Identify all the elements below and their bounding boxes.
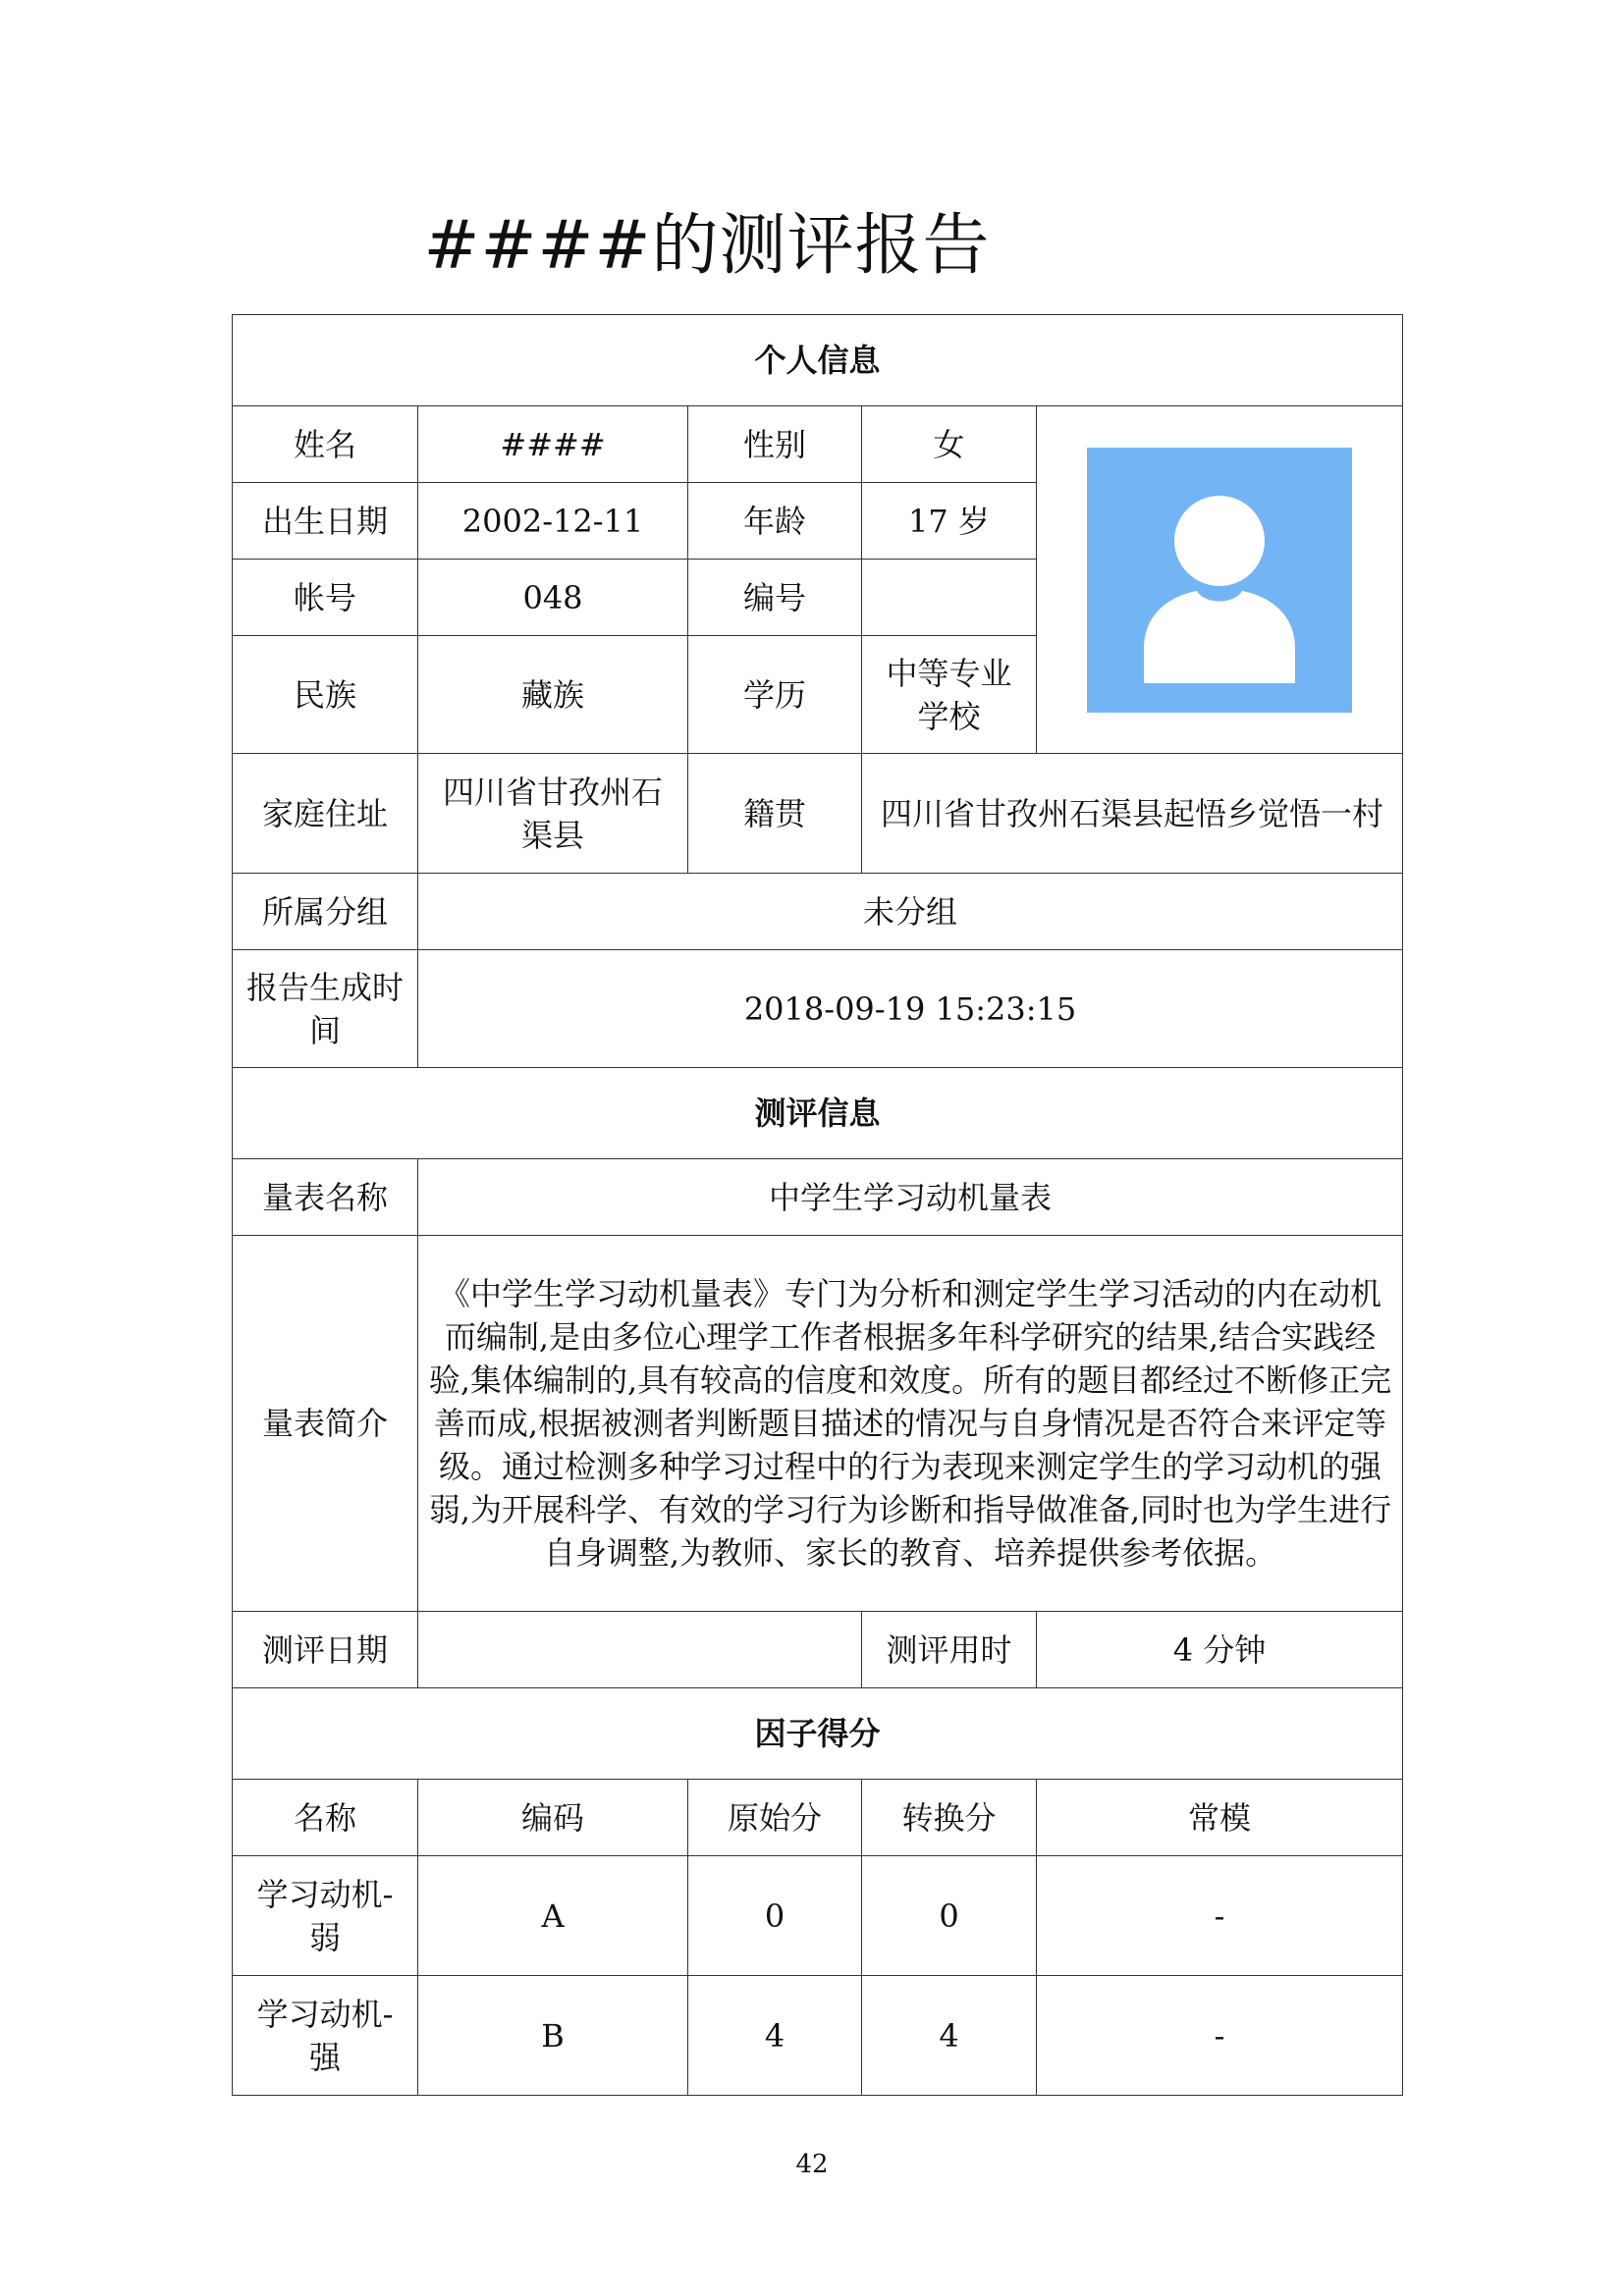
age-value: 17 岁: [862, 483, 1037, 560]
photo-cell: [1037, 406, 1403, 754]
duration-label: 测评用时: [862, 1612, 1037, 1688]
page-title: ####的测评报告: [423, 207, 991, 285]
age-label: 年龄: [688, 483, 862, 560]
address-value: 四川省甘孜州石渠县: [418, 754, 688, 874]
factor-converted-score: 0: [862, 1856, 1037, 1976]
factor-norm: -: [1037, 1856, 1403, 1976]
duration-value: 4 分钟: [1037, 1612, 1403, 1688]
ethnic-label: 民族: [233, 636, 418, 754]
gender-label: 性别: [688, 406, 862, 483]
address-label: 家庭住址: [233, 754, 418, 874]
column-header: 常模: [1037, 1780, 1403, 1856]
group-label: 所属分组: [233, 874, 418, 950]
name-label: 姓名: [233, 406, 418, 483]
birth-value: 2002-12-11: [418, 483, 688, 560]
account-label: 帐号: [233, 560, 418, 636]
assessment-date-value: [418, 1612, 862, 1688]
ethnic-value: 藏族: [418, 636, 688, 754]
page-number: 42: [795, 2150, 829, 2179]
native-place-value: 四川省甘孜州石渠县起悟乡觉悟一村: [862, 754, 1403, 874]
factor-raw-score: 0: [688, 1856, 862, 1976]
factor-norm: -: [1037, 1976, 1403, 2096]
factor-code: A: [418, 1856, 688, 1976]
assessment-date-label: 测评日期: [233, 1612, 418, 1688]
factor-raw-score: 4: [688, 1976, 862, 2096]
scale-name-value: 中学生学习动机量表: [418, 1159, 1403, 1236]
personal-info-heading: 个人信息: [233, 315, 1403, 406]
report-table: [232, 314, 1403, 2096]
group-value: 未分组: [418, 874, 1403, 950]
number-label: 编号: [688, 560, 862, 636]
account-value: 048: [418, 560, 688, 636]
table-row: [233, 1976, 1403, 2096]
column-header: 名称: [233, 1780, 418, 1856]
factor-name: 学习动机-强: [233, 1976, 418, 2096]
scale-name-label: 量表名称: [233, 1159, 418, 1236]
scale-intro-text: 《中学生学习动机量表》专门为分析和测定学生学习活动的内在动机而编制,是由多位心理学工作者根据多年科学研究的结果,结合实践经验,集体编制的,具有较高的信度和效度。所有的题目都经过不断修正完善而成,根据被测者判断题目描述的情况与自身情况是否符合来评定等级。通过检测多种学习过程中的行为表现来测定学生的学习动机的强弱,为开展科学、有效的学习行为诊断和指导做准备,同时也为学生进行自身调整,为教师、家长的教育、培养提供参考依据。: [418, 1236, 1403, 1612]
education-value: 中等专业学校: [862, 636, 1037, 754]
column-header: 转换分: [862, 1780, 1037, 1856]
factor-converted-score: 4: [862, 1976, 1037, 2096]
assessment-info-heading: 测评信息: [233, 1068, 1403, 1159]
factor-code: B: [418, 1976, 688, 2096]
scale-intro-label: 量表简介: [233, 1236, 418, 1612]
report-time-value: 2018-09-19 15:23:15: [418, 950, 1403, 1068]
birth-label: 出生日期: [233, 483, 418, 560]
gender-value: 女: [862, 406, 1037, 483]
name-value: ####: [418, 406, 688, 483]
column-header: 原始分: [688, 1780, 862, 1856]
column-header: 编码: [418, 1780, 688, 1856]
user-avatar-icon: [1087, 448, 1352, 713]
education-label: 学历: [688, 636, 862, 754]
native-place-label: 籍贯: [688, 754, 862, 874]
factor-name: 学习动机-弱: [233, 1856, 418, 1976]
number-value: [862, 560, 1037, 636]
report-time-label: 报告生成时间: [233, 950, 418, 1068]
table-row: [233, 1856, 1403, 1976]
factor-scores-heading: 因子得分: [233, 1688, 1403, 1780]
